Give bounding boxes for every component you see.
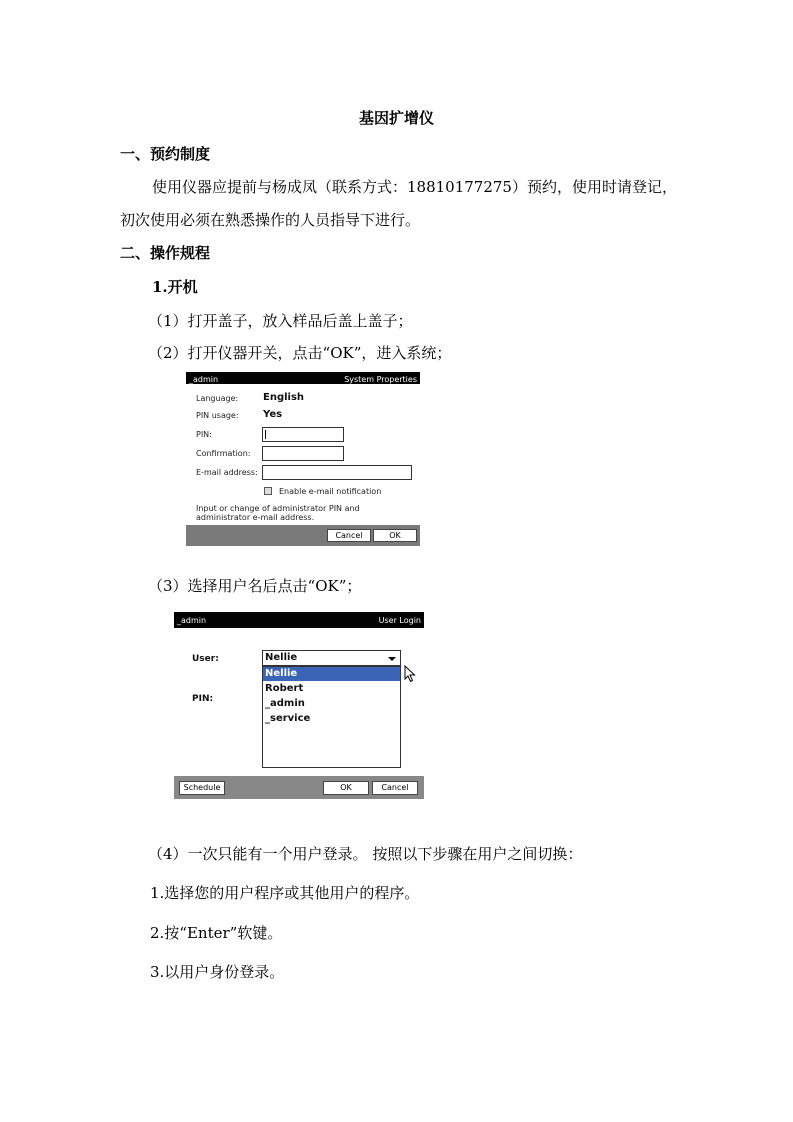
schedule-button[interactable]: Schedule	[179, 781, 225, 795]
user-login-titlebar	[174, 612, 424, 628]
titlebar-user: _admin	[189, 375, 219, 384]
user-label: User:	[192, 654, 219, 664]
titlebar-user: _admin	[177, 616, 207, 625]
cancel-button[interactable]: Cancel	[372, 781, 418, 795]
pin-label: PIN:	[192, 694, 214, 704]
ok-button[interactable]: OK	[323, 781, 369, 795]
confirmation-input[interactable]	[262, 446, 344, 461]
language-value: English	[263, 392, 305, 403]
step-3: （3）选择用户名后点击“OK”；	[148, 577, 362, 595]
step-4: （4）一次只能有一个用户登录。 按照以下步骤在用户之间切换：	[148, 845, 583, 863]
system-properties-screenshot	[186, 372, 420, 546]
text-cursor	[265, 430, 266, 439]
step-1: （1）打开盖子，放入样品后盖上盖子；	[148, 312, 413, 330]
subsection-power-on: 1.开机	[152, 278, 198, 296]
document-title: 基因扩增仪	[358, 109, 434, 127]
list-item[interactable]: _admin	[265, 698, 305, 709]
email-input[interactable]	[262, 465, 412, 480]
pin-input[interactable]	[262, 427, 344, 442]
mouse-pointer-icon	[404, 665, 416, 683]
section2-heading: 二、操作规程	[120, 244, 211, 262]
step-2: （2）打开仪器开关，点击“OK”，进入系统；	[148, 344, 452, 362]
language-label: Language:	[196, 394, 239, 403]
section1-heading: 一、预约制度	[120, 145, 211, 163]
email-label: E-mail address:	[196, 468, 258, 477]
user-dropdown-list	[262, 666, 401, 768]
list-item-2: 2.按“Enter”软键。	[150, 924, 283, 942]
pin-label: PIN:	[196, 430, 212, 439]
list-item[interactable]: Nellie	[265, 668, 298, 679]
confirmation-label: Confirmation:	[196, 449, 251, 458]
user-select[interactable]	[262, 650, 401, 666]
selected-user: Nellie	[265, 652, 298, 663]
cancel-button[interactable]: Cancel	[327, 529, 371, 542]
pin-usage-value: Yes	[263, 409, 283, 420]
titlebar-window-title: System Properties	[344, 375, 417, 384]
list-item-3: 3.以用户身份登录。	[150, 963, 285, 981]
pin-usage-label: PIN usage:	[196, 411, 239, 420]
section1-paragraph-line1: 使用仪器应提前与杨成凤（联系方式：18810177275）预约，使用时请登记，	[152, 178, 677, 196]
list-item-1: 1.选择您的用户程序或其他用户的程序。	[150, 884, 420, 902]
info-line1: Input or change of administrator PIN and	[196, 504, 360, 513]
info-line2: administrator e-mail address.	[196, 513, 315, 522]
titlebar-window-title: User Login	[378, 616, 421, 625]
list-item[interactable]: _service	[265, 713, 311, 724]
section1-paragraph-line2: 初次使用必须在熟悉操作的人员指导下进行。	[120, 211, 421, 229]
enable-email-checkbox[interactable]	[264, 487, 272, 495]
chevron-down-icon	[388, 657, 396, 661]
system-properties-titlebar	[186, 372, 420, 384]
user-login-screenshot	[174, 612, 424, 799]
list-item[interactable]: Robert	[265, 683, 304, 694]
enable-email-label: Enable e-mail notification	[279, 487, 382, 496]
user-login-footer	[174, 776, 424, 799]
ok-button[interactable]: OK	[373, 529, 417, 542]
system-properties-footer	[186, 525, 420, 546]
